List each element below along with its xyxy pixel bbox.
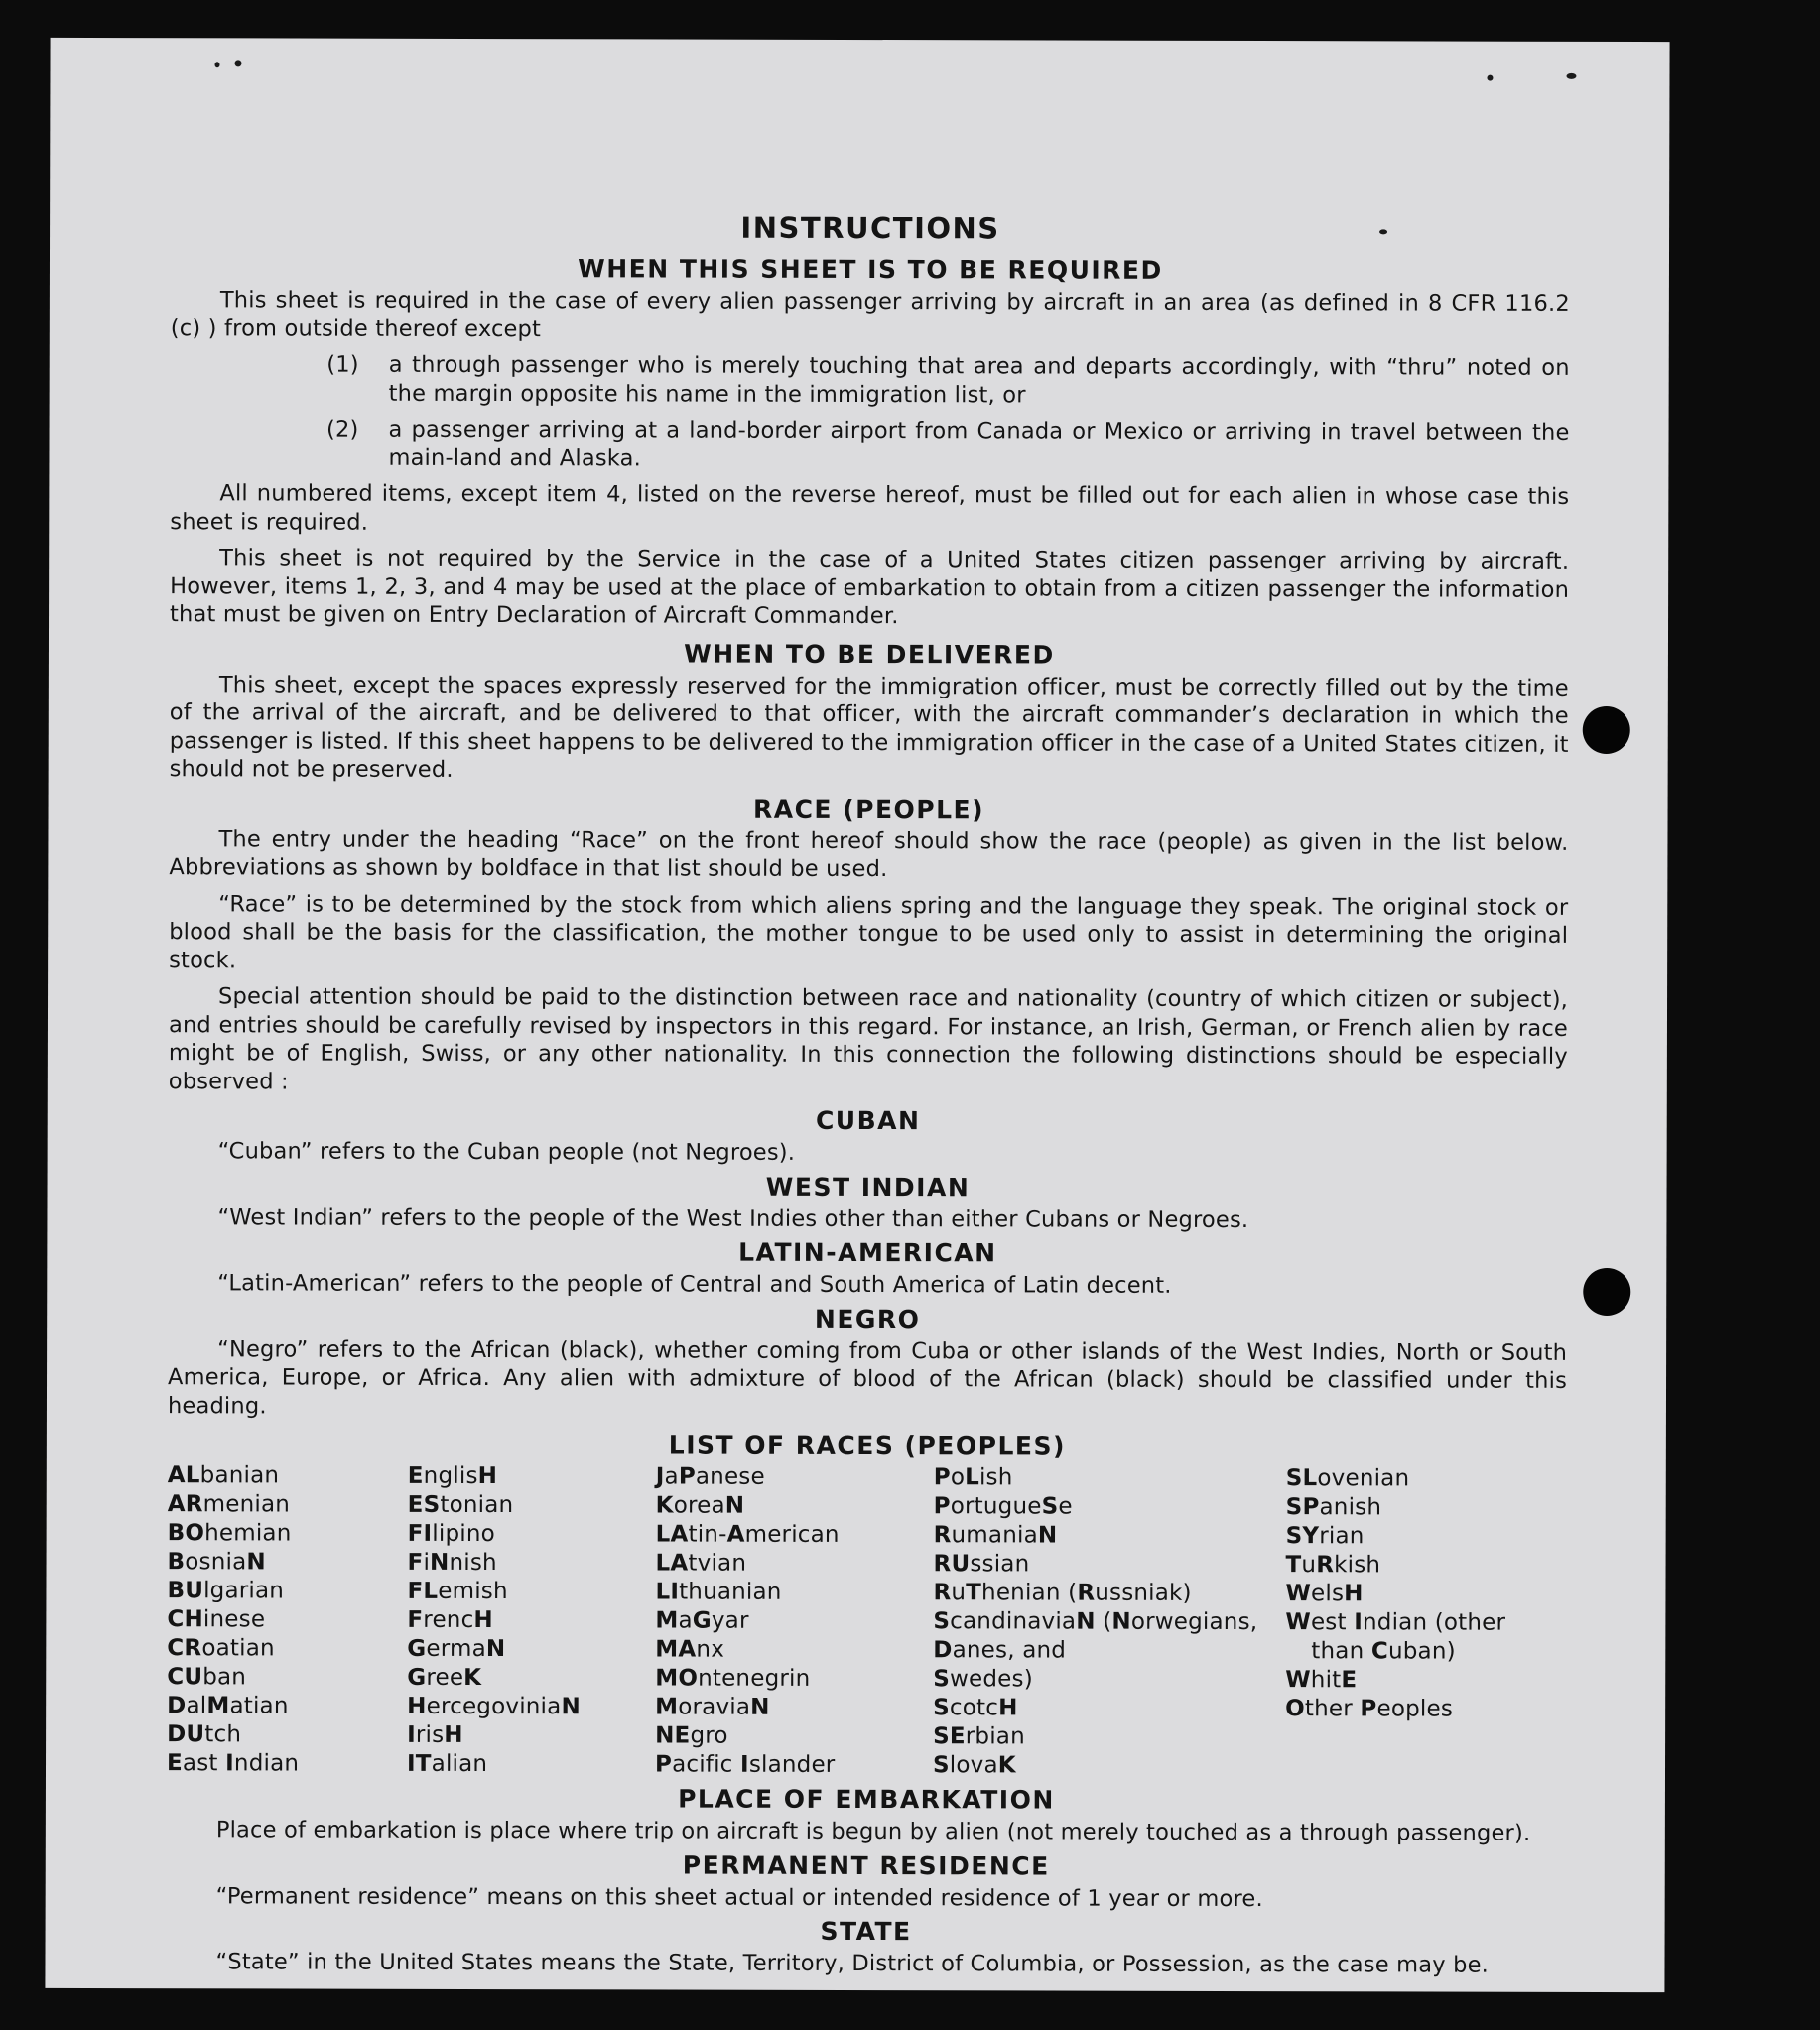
heading-list-of-races: LIST OF RACES (PEOPLES) <box>668 1430 1066 1460</box>
races-column-4 <box>933 1463 1286 1781</box>
race-entry: LIthuanian <box>655 1579 782 1605</box>
page-title: INSTRUCTIONS <box>740 210 1000 246</box>
heading-required: WHEN THIS SHEET IS TO BE REQUIRED <box>578 254 1163 285</box>
heading-negro: NEGRO <box>814 1304 921 1333</box>
speck <box>234 60 241 66</box>
race-entry: GreeK <box>407 1664 482 1692</box>
race-entry: PoLish <box>933 1464 1013 1491</box>
required-intro: This sheet is required in the case of every alien passenger arriving by aircraft in an area (as defined in 8 CFR 116.2 (c) ) from outside thereof except <box>170 287 1570 342</box>
race-entry: ScandinaviaN (Norwegians, <box>933 1608 1258 1636</box>
latin-american-text: “Latin-American” refers to the people of Central and South America of Latin decent. <box>217 1270 1172 1299</box>
race-entry: LAtin-American <box>655 1521 840 1548</box>
instructions-body <box>166 169 1570 1983</box>
item-number: (2) <box>326 416 359 443</box>
heading-latin-american: LATIN-AMERICAN <box>738 1237 997 1268</box>
race-entry: ALbanian <box>167 1462 280 1489</box>
item-text: a passenger arriving at a land-border airport from Canada or Mexico or arriving in travel between the main-land and Alaska. <box>388 416 1570 471</box>
race-entry: EStonian <box>407 1491 514 1519</box>
race-entry: RUssian <box>933 1551 1030 1578</box>
race-entry: CUban <box>167 1664 247 1691</box>
race-paragraph-1: The entry under the heading “Race” on the front hereof should show the race (people) as given in the list below. Abbreviations as shown by boldface in that list should be used. <box>169 825 1569 883</box>
race-entry: ScotcH <box>933 1695 1018 1721</box>
race-entry: CRoatian <box>167 1635 275 1662</box>
race-entry: MoraviaN <box>655 1694 770 1720</box>
race-entry: ITalian <box>406 1750 488 1778</box>
race-entry: DalMatian <box>167 1693 289 1719</box>
race-entry: SYrian <box>1285 1523 1365 1550</box>
race-entry: LAtvian <box>655 1550 747 1577</box>
race-entry: CHinese <box>167 1606 266 1633</box>
negro-paragraph: “Negro” refers to the African (black), whether coming from Cuba or other islands of the West Indies, North or South America, Europe, or Africa. Any alien with admixture of blood of the African (black) should be classified under this heading. <box>167 1335 1568 1419</box>
race-entry: Other Peoples <box>1285 1696 1454 1722</box>
race-entry: FLemish <box>407 1578 508 1605</box>
exception-item-2 <box>170 415 1569 475</box>
state-text: “State” in the United States means the State, Territory, District of Columbia, or Possession, as the case may be. <box>215 1949 1490 1978</box>
race-entry: HercegoviniaN <box>407 1693 581 1720</box>
race-entry: than Cuban) <box>1311 1638 1456 1665</box>
residence-text: “Permanent residence” means on this sheet actual or intended residence of 1 year or more. <box>215 1882 1263 1912</box>
race-entry: WelsH <box>1285 1581 1364 1607</box>
race-entry: FiNnish <box>407 1549 497 1577</box>
race-entry: JaPanese <box>655 1463 765 1490</box>
race-entry: BOhemian <box>167 1520 292 1547</box>
race-entry: FrencH <box>407 1606 493 1634</box>
race-entry: Swedes) <box>933 1666 1033 1693</box>
races-list <box>167 1461 1567 1782</box>
delivered-paragraph: This sheet, except the spaces expressly reserved for the immigration officer, must be correctly filled out by the time of the arrival of the aircraft, and be delivered to that officer, with the aircraft commander’s declaration in which the passenger is listed. If this sheet happens to be delivered to the immigration officer in the case of a United States citizen, it should not be preserved. <box>169 671 1569 783</box>
heading-west-indian: WEST INDIAN <box>765 1172 971 1202</box>
heading-cuban: CUBAN <box>815 1105 921 1136</box>
embarkation-text: Place of embarkation is place where trip on aircraft is begun by alien (not merely touched as a through passenger). <box>215 1817 1531 1846</box>
race-entry: BUlgarian <box>167 1578 285 1604</box>
race-entry: KoreaN <box>655 1492 745 1519</box>
race-entry: TuRkish <box>1285 1552 1381 1579</box>
race-entry: DUtch <box>167 1721 242 1748</box>
exception-item-1 <box>171 350 1570 411</box>
cuban-text: “Cuban” refers to the Cuban people (not Negroes). <box>217 1138 796 1166</box>
speck <box>1487 75 1493 81</box>
race-entry: RuThenian (Russniak) <box>933 1580 1192 1606</box>
punch-hole <box>1583 706 1630 754</box>
races-column-5 <box>1285 1464 1554 1782</box>
race-entry: MaGyar <box>655 1607 749 1634</box>
west-indian-text: “West Indian” refers to the people of the West Indies other than either Cubans or Negroes. <box>217 1204 1249 1233</box>
race-entry: PortugueSe <box>933 1493 1073 1520</box>
race-entry: ARmenian <box>167 1491 291 1518</box>
citizen-paragraph: This sheet is not required by the Service in the case of a United States citizen passenger arriving by aircraft. However, items 1, 2, 3, and 4 may be used at the place of embarkation to obtain from a citizen passenger the information that must be given on Entry Declaration of Aircraft Commander. <box>170 545 1570 630</box>
race-entry: Danes, and <box>933 1637 1067 1664</box>
race-entry: West Indian (other <box>1285 1609 1506 1636</box>
races-column-2 <box>407 1462 656 1780</box>
race-entry: SlovaK <box>932 1752 1016 1779</box>
race-entry: IrisH <box>407 1721 463 1748</box>
speck <box>214 62 219 67</box>
race-entry: GermaN <box>407 1635 506 1663</box>
race-entry: SPanish <box>1285 1494 1382 1521</box>
race-entry: MAnx <box>655 1636 725 1663</box>
heading-state: STATE <box>820 1916 912 1947</box>
race-entry: SErbian <box>933 1723 1025 1750</box>
item-text: a through passenger who is merely touching that area and departs accordingly, with “thru” noted on the margin opposite his name in the immigration list, or <box>388 351 1570 408</box>
document-page <box>45 38 1669 1992</box>
race-entry: Pacific Islander <box>654 1751 836 1778</box>
race-entry: SLovenian <box>1285 1465 1410 1492</box>
races-column-3 <box>655 1462 934 1780</box>
heading-embarkation: PLACE OF EMBARKATION <box>678 1784 1055 1815</box>
race-entry: FIlipino <box>407 1520 495 1548</box>
race-entry: BosniaN <box>167 1549 266 1576</box>
race-entry: RumaniaN <box>933 1522 1058 1549</box>
heading-delivered: WHEN TO BE DELIVERED <box>684 639 1055 670</box>
race-entry: WhitE <box>1285 1667 1358 1694</box>
race-entry: MOntenegrin <box>655 1665 811 1692</box>
numbered-items-paragraph: All numbered items, except item 4, listed on the reverse hereof, must be filled out for each alien in whose case this sheet is required. <box>170 480 1570 536</box>
race-entry: EnglisH <box>407 1462 498 1490</box>
race-paragraph-3: Special attention should be paid to the distinction between race and nationality (country of which citizen or subject), and entries should be carefully revised by inspectors in this regard. For instance, an Irish, German, or French alien by race might be of English, Swiss, or any other nationality. In this connection the following distinctions should be especially observed : <box>168 983 1569 1094</box>
races-column-1 <box>167 1461 408 1779</box>
heading-residence: PERMANENT RESIDENCE <box>682 1850 1050 1881</box>
heading-race: RACE (PEOPLE) <box>752 794 985 824</box>
item-number: (1) <box>326 351 359 378</box>
race-entry: East Indian <box>166 1750 300 1777</box>
speck <box>1566 73 1576 79</box>
race-entry: NEgro <box>655 1722 728 1749</box>
punch-hole <box>1583 1268 1630 1316</box>
race-paragraph-2: “Race” is to be determined by the stock from which aliens spring and the language they speak. The original stock or blood shall be the basis for the classification, the mother tongue to be used only to assist in determining the original stock. <box>169 890 1569 973</box>
